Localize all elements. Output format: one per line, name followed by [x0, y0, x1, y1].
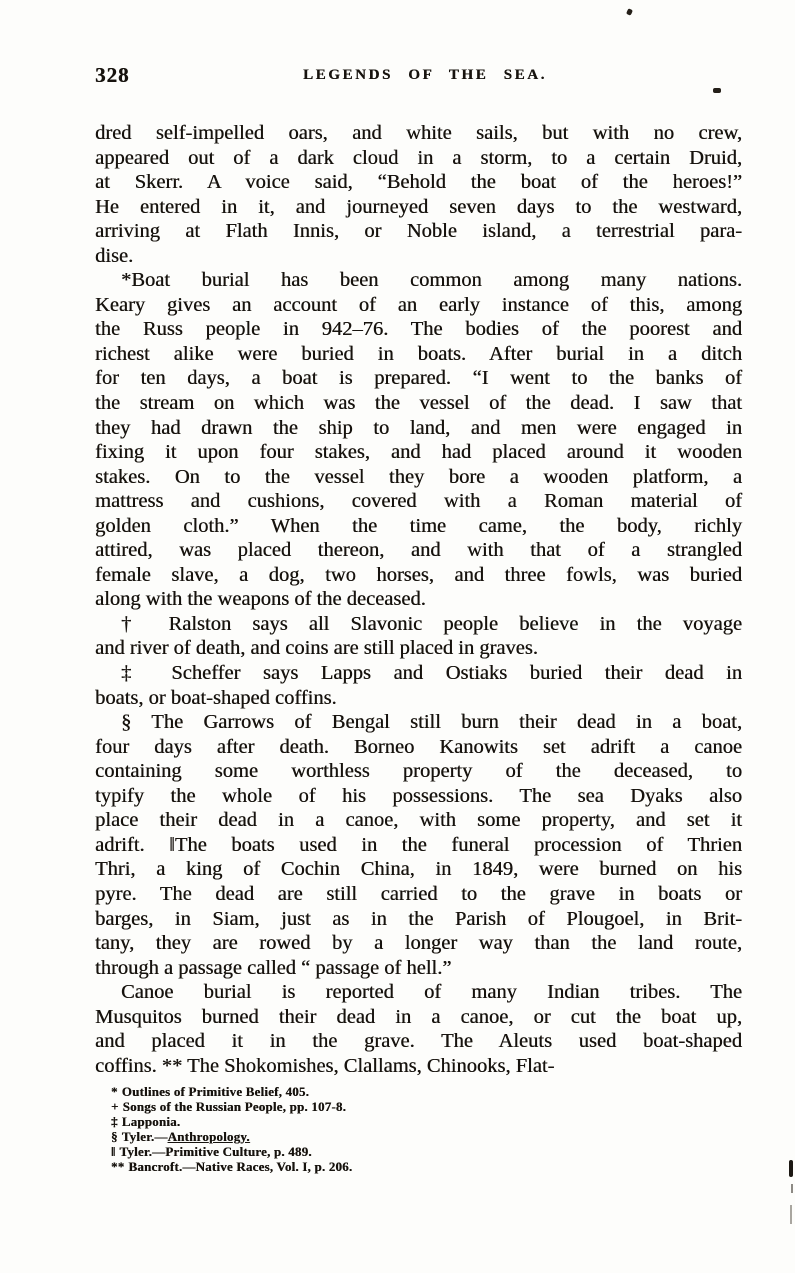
text-line: the stream on which was the vessel of the dead. I saw that	[95, 392, 742, 415]
text-line: § The Garrows of Bengal still burn their dead in a boat,	[121, 711, 742, 734]
footnote	[111, 1100, 591, 1115]
text-line: fixing it upon four stakes, and had placed around it wooden	[95, 441, 742, 464]
scan-speck	[713, 88, 721, 93]
footnote	[111, 1145, 591, 1160]
text-line: and river of death, and coins are still placed in graves.	[95, 637, 538, 660]
text-line: *Boat burial has been common among many nations.	[121, 269, 742, 292]
text-line: for ten days, a boat is prepared. “I went to the banks of	[95, 367, 742, 390]
footnote-symbol: +	[111, 1098, 119, 1114]
paragraph	[95, 268, 742, 612]
text-line: Thri, a king of Cochin China, in 1849, were burned on his	[95, 858, 742, 881]
page-title: LEGENDS OF THE SEA.	[303, 67, 547, 83]
footnote	[111, 1160, 591, 1175]
paragraph	[95, 980, 742, 1078]
footnote-text: Tyler.—Primitive Culture, p. 489.	[119, 1143, 312, 1159]
text-line: at Skerr. A voice said, “Behold the boat of the heroes!”	[95, 171, 742, 194]
running-header	[95, 62, 755, 92]
footnote	[111, 1115, 591, 1130]
text-line: mattress and cushions, covered with a Roman material of	[95, 490, 742, 513]
paragraph	[95, 710, 742, 980]
scan-edge-mark	[790, 1205, 792, 1224]
text-line: † Ralston says all Slavonic people believe in the voyage	[121, 612, 742, 635]
page-number: 328	[95, 63, 130, 87]
footnote-text: Outlines of Primitive Belief, 405.	[121, 1084, 310, 1099]
text-line: coffins. ** The Shokomishes, Clallams, Chinooks, Flat-	[95, 1054, 555, 1077]
footnote-symbol: ‖	[111, 1143, 116, 1159]
text-line: boats, or boat-shaped coffins.	[95, 686, 337, 709]
footnotes-section	[111, 1085, 591, 1174]
text-line: appeared out of a dark cloud in a storm, to a certain Druid,	[95, 146, 742, 169]
text-line: and placed it in the grave. The Aleuts used boat-shaped	[95, 1030, 742, 1053]
text-line: arriving at Flath Innis, or Noble island, a terrestrial para-	[95, 220, 742, 243]
text-line: the Russ people in 942–76. The bodies of the poorest and	[95, 318, 742, 341]
body-text	[95, 121, 742, 1078]
text-line: dred self-impelled oars, and white sails, but with no crew,	[95, 122, 742, 144]
footnote-text: Tyler.—Anthropology.	[121, 1128, 250, 1144]
text-line: ‡ Scheffer says Lapps and Ostiaks buried their dead in	[121, 662, 742, 685]
text-line: place their dead in a canoe, with some property, and set it	[95, 809, 742, 832]
text-line: pyre. The dead are still carried to the grave in boats or	[95, 882, 742, 905]
footnote-text: Lapponia.	[121, 1113, 181, 1129]
text-line: dise.	[95, 244, 134, 267]
text-line: Musquitos burned their dead in a canoe, or cut the boat up,	[95, 1005, 742, 1028]
text-line: containing some worthless property of the deceased, to	[95, 760, 742, 783]
paragraph	[95, 661, 742, 710]
footnote-text: Bancroft.—Native Races, Vol. I, p. 206.	[128, 1158, 353, 1174]
text-line: He entered in it, and journeyed seven days to the westward,	[95, 195, 742, 218]
footnote	[111, 1130, 591, 1145]
text-line: barges, in Siam, just as in the Parish of Plougoel, in Brit-	[95, 907, 742, 930]
text-line: Keary gives an account of an early instance of this, among	[95, 293, 742, 316]
text-line: Canoe burial is reported of many Indian tribes. The	[121, 981, 742, 1004]
text-line: they had drawn the ship to land, and men were engaged in	[95, 416, 742, 439]
scan-edge-mark	[789, 1160, 793, 1177]
text-line: attired, was placed thereon, and with that of a strangled	[95, 539, 742, 562]
paragraph	[95, 612, 742, 661]
text-line: along with the weapons of the deceased.	[95, 588, 426, 611]
footnote-symbol: **	[111, 1158, 125, 1174]
text-line: golden cloth.” When the time came, the body, richly	[95, 514, 742, 537]
text-line: adrift. ‖The boats used in the funeral procession of Thrien	[95, 833, 742, 856]
text-line: four days after death. Borneo Kanowits set adrift a canoe	[95, 735, 742, 758]
text-line: typify the whole of his possessions. The sea Dyaks also	[95, 784, 742, 807]
text-line: female slave, a dog, two horses, and three fowls, was buried	[95, 563, 742, 586]
footnote-symbol: §	[111, 1128, 118, 1144]
scan-speck	[626, 8, 633, 16]
scan-edge-mark	[791, 1184, 793, 1193]
paragraph	[95, 121, 742, 268]
text-line: richest alike were buried in boats. After burial in a ditch	[95, 342, 742, 365]
text-line: tany, they are rowed by a longer way than the land route,	[95, 932, 742, 955]
footnote-symbol: *	[111, 1084, 118, 1099]
footnote-symbol: ‡	[111, 1113, 118, 1129]
text-line: stakes. On to the vessel they bore a wooden platform, a	[95, 465, 742, 488]
text-line: through a passage called “ passage of hell.”	[95, 956, 452, 979]
footnote-text: Songs of the Russian People, pp. 107-8.	[122, 1098, 347, 1114]
footnote	[111, 1085, 591, 1100]
